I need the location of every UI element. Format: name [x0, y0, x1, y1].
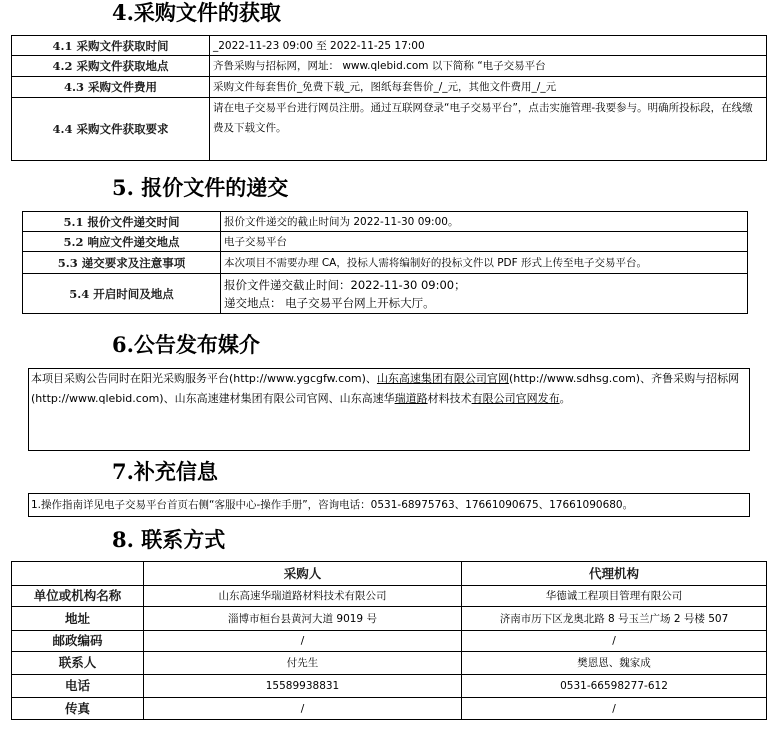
agent-cell: / — [462, 631, 767, 652]
section-6-title: 6.公告发布媒介 — [112, 332, 260, 357]
table-row — [12, 607, 767, 631]
row-value: 电子交易平台 — [221, 232, 748, 252]
row-label: 5.4 开启时间及地点 — [23, 274, 221, 314]
table-row — [12, 56, 767, 77]
row-label: 4.1 采购文件获取时间 — [12, 36, 210, 56]
table-row — [12, 586, 767, 607]
media-notice-box — [28, 368, 750, 451]
row-value: 请在电子交易平台进行网员注册。通过互联网登录“电子交易平台”，点击实施管理-我要参与。明确所投标段，在线缴费及下载文件。 — [210, 98, 767, 161]
row-label: 5.1 报价文件递交时间 — [23, 212, 221, 232]
row-value-line-2: 递交地点： 电子交易平台网上开标大厅。 — [224, 295, 435, 310]
table-row — [23, 232, 748, 252]
table-header-row — [12, 562, 767, 586]
table-row — [12, 98, 767, 161]
agent-cell: 0531-66598277-612 — [462, 675, 767, 698]
agent-cell: 济南市历下区龙奥北路 8 号玉兰广场 2 号楼 507 — [462, 607, 767, 631]
table-row — [12, 652, 767, 675]
buyer-cell: / — [144, 698, 462, 720]
buyer-cell: 15589938831 — [144, 675, 462, 698]
buyer-cell: 付先生 — [144, 652, 462, 675]
agent-cell: 樊恩恩、魏家成 — [462, 652, 767, 675]
row-label: 地址 — [12, 607, 144, 631]
row-label: 4.4 采购文件获取要求 — [12, 98, 210, 161]
table-row — [23, 212, 748, 232]
row-value: 采购文件每套售价_免费下载_元，图纸每套售价_/_元，其他文件费用_/_元 — [210, 77, 767, 98]
table-row — [12, 77, 767, 98]
row-label: 邮政编码 — [12, 631, 144, 652]
header-blank — [12, 562, 144, 586]
row-label: 4.3 采购文件费用 — [12, 77, 210, 98]
huarui-text: 瑞道路 — [394, 392, 428, 405]
row-value-line-1: 报价文件递交截止时间：2022-11-30 09:00； — [224, 277, 466, 292]
table-row — [12, 675, 767, 698]
supplement-text: 1.操作指南详见电子交易平台首页右侧“客服中心-操作手册”，咨询电话：0531-68975763、17661090675、17661090680。 — [31, 499, 634, 511]
row-value — [221, 274, 748, 314]
section-7-title: 7.补充信息 — [112, 459, 218, 484]
sdhsg-link[interactable]: 山东高速集团有限公司官网 — [376, 372, 509, 385]
row-label: 联系人 — [12, 652, 144, 675]
row-label: 传真 — [12, 698, 144, 720]
section-5-table — [22, 211, 748, 314]
row-value: 齐鲁采购与招标网，网址： www.qlebid.com 以下简称 “电子交易平台 — [210, 56, 767, 77]
table-row — [12, 36, 767, 56]
buyer-cell: 淄博市桓台县黄河大道 9019 号 — [144, 607, 462, 631]
agent-cell: / — [462, 698, 767, 720]
table-row — [23, 274, 748, 314]
row-label: 5.2 响应文件递交地点 — [23, 232, 221, 252]
row-label: 5.3 递交要求及注意事项 — [23, 252, 221, 274]
table-row — [23, 252, 748, 274]
row-value: 本次项目不需要办理 CA，投标人需将编制好的投标文件以 PDF 形式上传至电子交易平台。 — [221, 252, 748, 274]
buyer-cell: / — [144, 631, 462, 652]
media-text: 材料技术 — [427, 392, 472, 405]
section-5-title: 5. 报价文件的递交 — [112, 175, 289, 200]
row-label: 电话 — [12, 675, 144, 698]
table-row — [12, 698, 767, 720]
header-buyer: 采购人 — [144, 562, 462, 586]
row-label: 4.2 采购文件获取地点 — [12, 56, 210, 77]
buyer-cell: 山东高速华瑞道路材料技术有限公司 — [144, 586, 462, 607]
section-4-table — [11, 35, 767, 161]
agent-cell: 华德诚工程项目管理有限公司 — [462, 586, 767, 607]
media-text: (http://www.sdhsg.com)、齐鲁采购与招标网(http://www.qlebid.com)、山东高速建材集团有限公司官网、山东高速华 — [31, 372, 740, 405]
header-agent: 代理机构 — [462, 562, 767, 586]
row-value: _2022-11-23 09:00 至 2022-11-25 17:00 — [210, 36, 767, 56]
table-row — [12, 631, 767, 652]
row-value: 报价文件递交的截止时间为 2022-11-30 09:00。 — [221, 212, 748, 232]
contact-table — [11, 561, 767, 720]
row-label: 单位或机构名称 — [12, 586, 144, 607]
media-text: 。 — [559, 392, 571, 405]
official-site-link[interactable]: 有限公司官网发布 — [471, 392, 560, 405]
section-8-title: 8. 联系方式 — [112, 527, 226, 552]
media-text: 本项目采购公告同时在阳光采购服务平台(http://www.ygcgfw.com)、 — [31, 372, 377, 385]
section-4-title: 4.采购文件的获取 — [112, 0, 281, 25]
supplement-box — [28, 493, 750, 517]
